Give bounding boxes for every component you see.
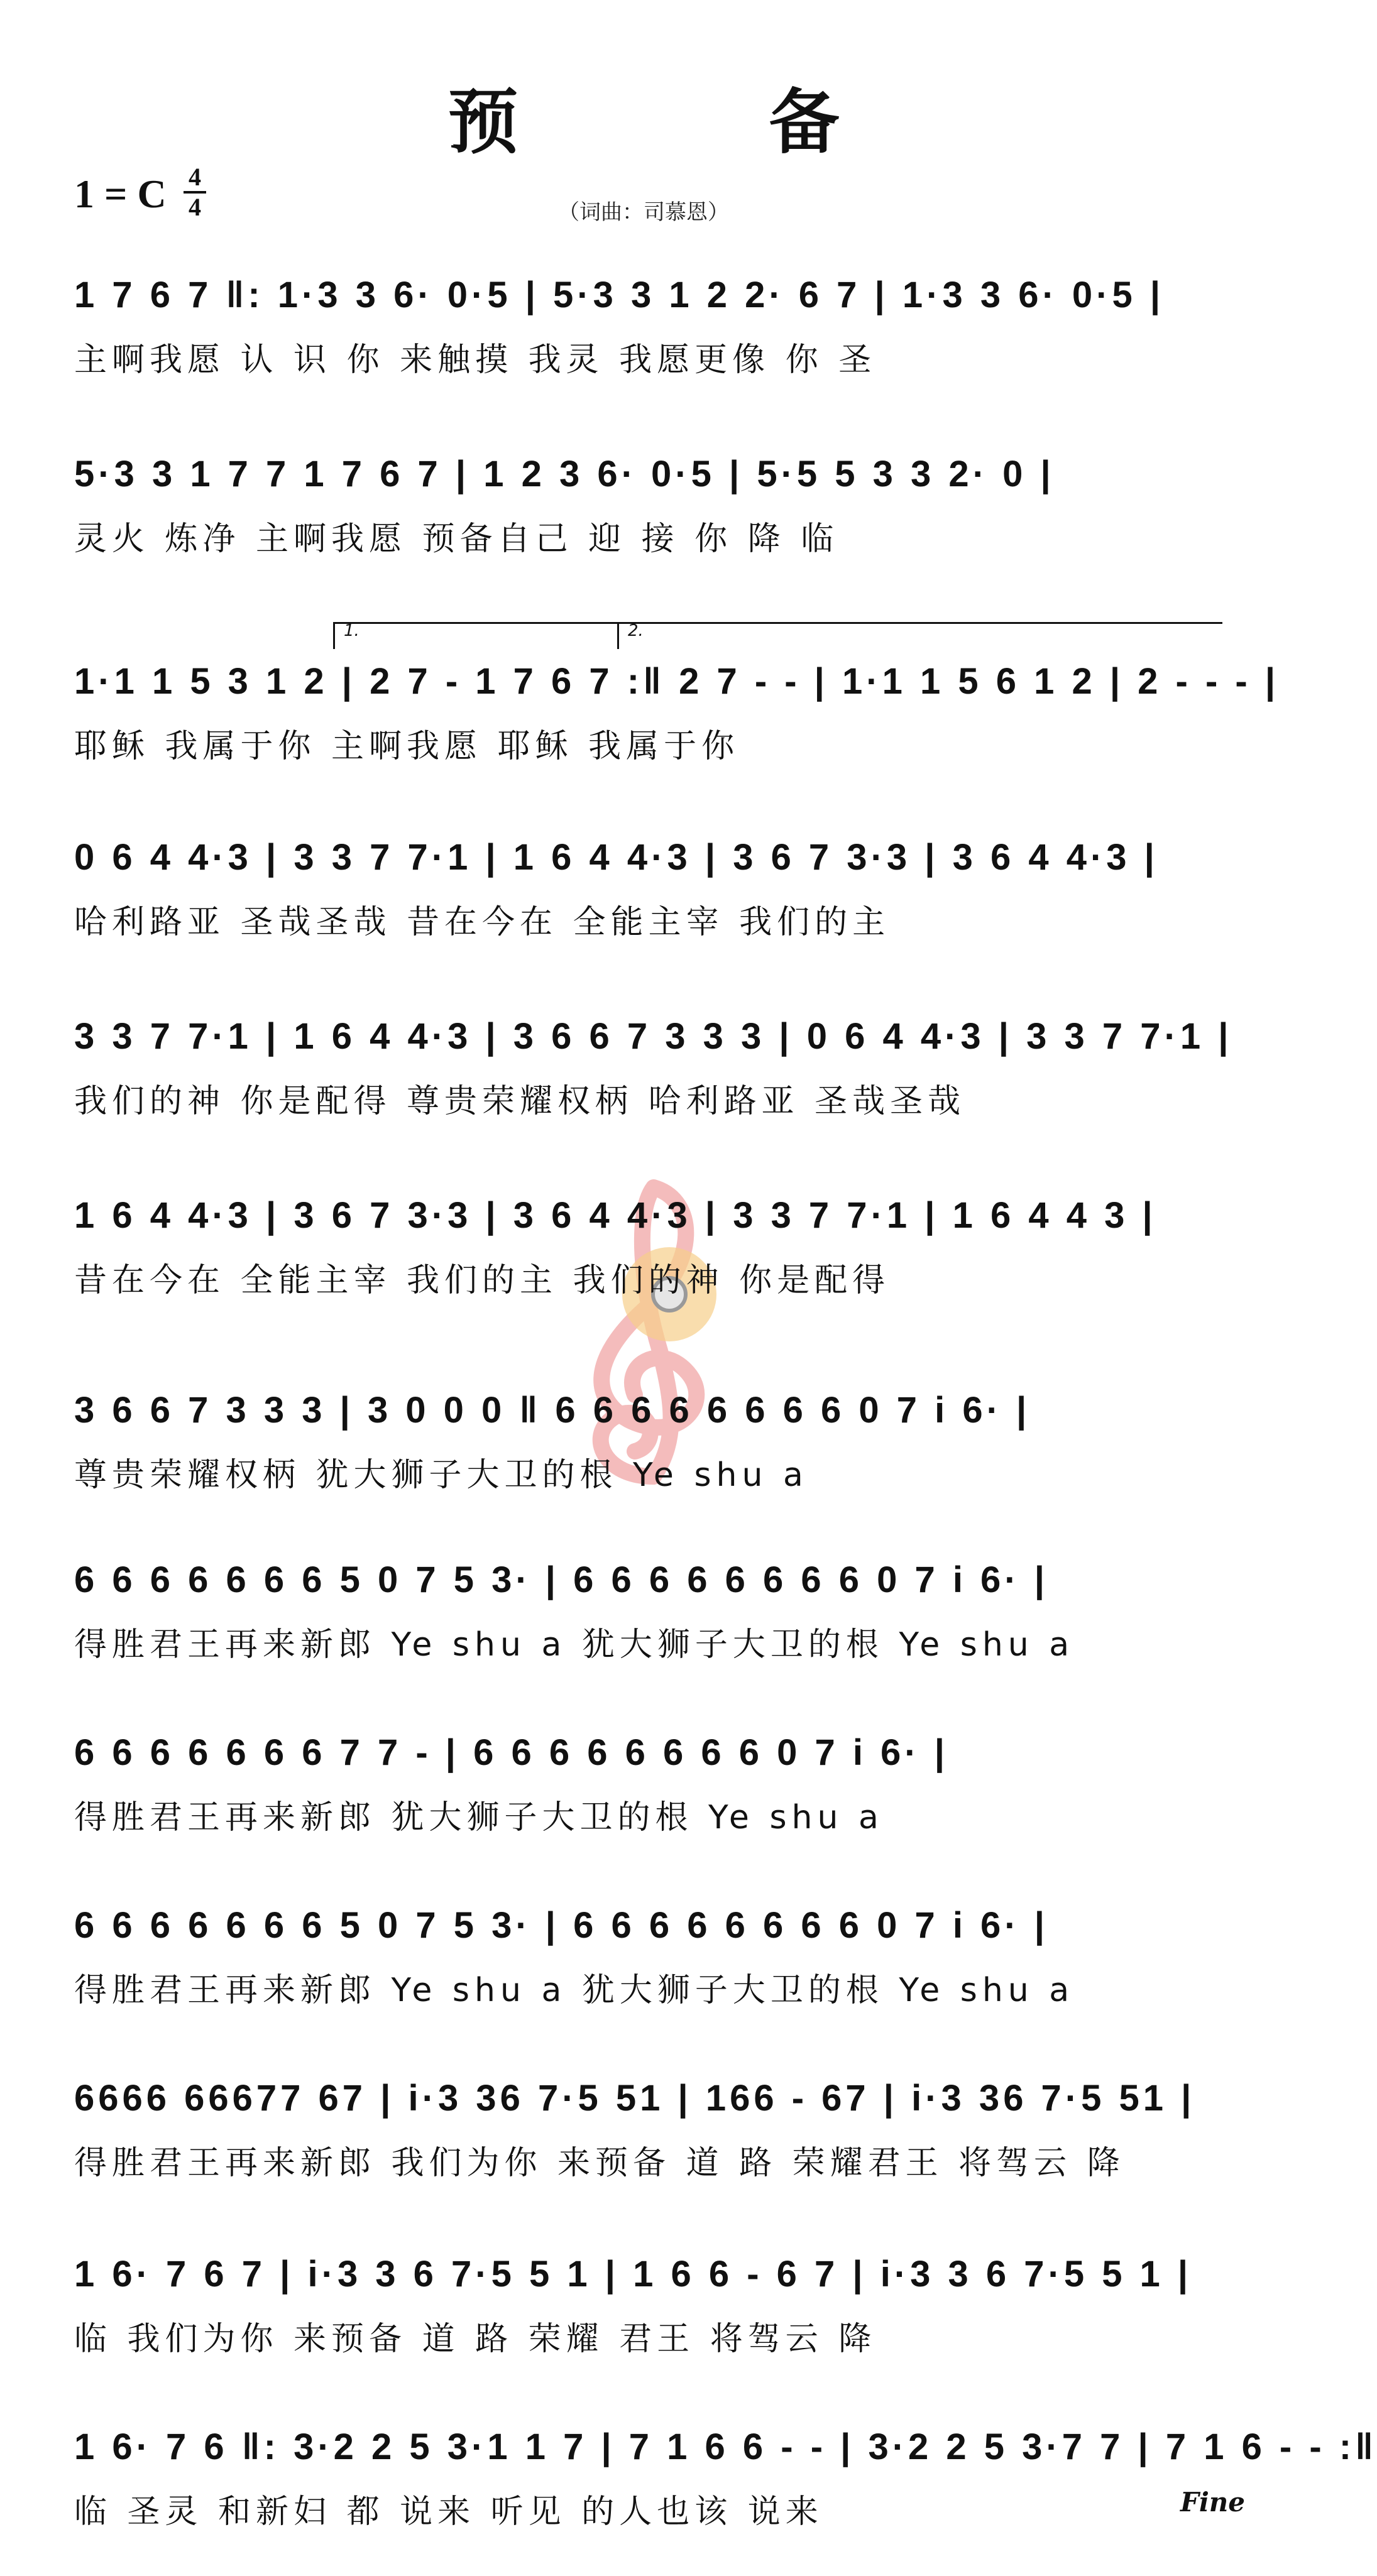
notation-line: 1·1 1 5 3 1 2 | 2 7 - 1 7 6 7 :‖ 2 7 - - | 1·1 1 5 6 1 2 | 2 - - - | [74, 661, 1280, 702]
lyrics-line: 哈利路亚 圣哉圣哉 昔在今在 全能主宰 我们的主 [74, 903, 891, 941]
lyrics-line: 临 我们为你 来预备 道 路 荣耀 君王 将驾云 降 [74, 2320, 877, 2358]
system-13 [74, 2413, 1377, 2576]
lyrics-line: 得胜君王再来新郎 Ye shu a 犹大狮子大卫的根 Ye shu a [74, 1626, 1075, 1664]
notation-line: 3 6 6 7 3 3 3 | 3 0 0 0 ‖ 6 6 6 6 6 6 6 6 0 7 i 6· | [74, 1390, 1031, 1431]
lyrics-line: 主啊我愿 认 识 你 来触摸 我灵 我愿更像 你 圣 [74, 341, 877, 379]
credits: （词曲：司慕恩） [558, 200, 729, 225]
lyrics-line: 尊贵荣耀权柄 犹大狮子大卫的根 Ye shu a [74, 1456, 808, 1494]
system-5 [74, 1002, 1232, 1165]
notation-line: 1 6· 7 6 ‖: 3·2 2 5 3·1 1 7 | 7 1 6 6 - - | 3·2 2 5 3·7 7 | 7 1 6 - - :‖ [74, 2426, 1377, 2467]
lyrics-line: 临 圣灵 和新妇 都 说来 听见 的人也该 说来 [74, 2493, 823, 2531]
notation-line: 6 6 6 6 6 6 6 5 0 7 5 3· | 6 6 6 6 6 6 6 6 0 7 i 6· | [74, 1905, 1048, 1946]
notation-line: 1 7 6 7 ‖: 1·3 3 6· 0·5 | 5·3 3 1 2 2· 6 7 | 1·3 3 6· 0·5 | [74, 275, 1165, 315]
notation-line: 3 3 7 7·1 | 1 6 4 4·3 | 3 6 6 7 3 3 3 | 0 6 4 4·3 | 3 3 7 7·1 | [74, 1016, 1232, 1057]
system-7 [74, 1376, 1218, 1539]
system-1 [74, 261, 1218, 424]
notation-line: 1 6 4 4·3 | 3 6 7 3·3 | 3 6 4 4·3 | 3 3 7 7·1 | 1 6 4 4 3 | [74, 1195, 1156, 1236]
system-3 [74, 647, 1280, 810]
time-signature-top: 4 [189, 163, 201, 191]
time-signature-bottom: 4 [189, 193, 201, 221]
system-8 [74, 1546, 1218, 1709]
lyrics-line: 耶稣 我属于你 主啊我愿 耶稣 我属于你 [74, 728, 740, 765]
lyrics-line: 得胜君王再来新郎 我们为你 来预备 道 路 荣耀君王 将驾云 降 [74, 2144, 1125, 2182]
notation-line: 6 6 6 6 6 6 6 7 7 - | 6 6 6 6 6 6 6 6 0 7 i 6· | [74, 1732, 948, 1773]
system-2 [74, 440, 1218, 603]
notation-line: 1 6· 7 6 7 | i·3 3 6 7·5 5 1 | 1 6 6 - 6 7 | i·3 3 6 7·5 5 1 | [74, 2254, 1192, 2295]
system-4 [74, 823, 1218, 986]
lyrics-line: 得胜君王再来新郎 犹大狮子大卫的根 Ye shu a [74, 1799, 884, 1836]
system-12 [74, 2240, 1218, 2403]
first-ending-bracket: 1. [333, 622, 618, 649]
lyrics-line: 得胜君王再来新郎 Ye shu a 犹大狮子大卫的根 Ye shu a [74, 1972, 1075, 2009]
lyrics-line: 我们的神 你是配得 尊贵荣耀权柄 哈利路亚 圣哉圣哉 [74, 1083, 966, 1120]
fine-marking: Fine [1180, 2487, 1246, 2518]
system-6 [74, 1181, 1218, 1345]
song-title: 预 备 [447, 81, 953, 163]
notation-line: 0 6 4 4·3 | 3 3 7 7·1 | 1 6 4 4·3 | 3 6 7 3·3 | 3 6 4 4·3 | [74, 837, 1158, 878]
system-10 [74, 1891, 1218, 2055]
notation-line: 5·3 3 1 7 7 1 7 6 7 | 1 2 3 6· 0·5 | 5·5 5 3 3 2· 0 | [74, 454, 1055, 494]
notation-line: 6 6 6 6 6 6 6 5 0 7 5 3· | 6 6 6 6 6 6 6 6 0 7 i 6· | [74, 1559, 1048, 1600]
lyrics-line: 灵火 炼净 主啊我愿 预备自己 迎 接 你 降 临 [74, 520, 839, 558]
second-ending-bracket: 2. [617, 622, 1222, 649]
system-11 [74, 2064, 1218, 2227]
notation-line: 6666 66677 67 | i·3 36 7·5 51 | 166 - 67 | i·3 36 7·5 51 | [74, 2078, 1195, 2119]
lyrics-line: 昔在今在 全能主宰 我们的主 我们的神 你是配得 [74, 1262, 891, 1299]
system-9 [74, 1718, 1218, 1882]
key-signature: 1 = C [74, 172, 167, 216]
